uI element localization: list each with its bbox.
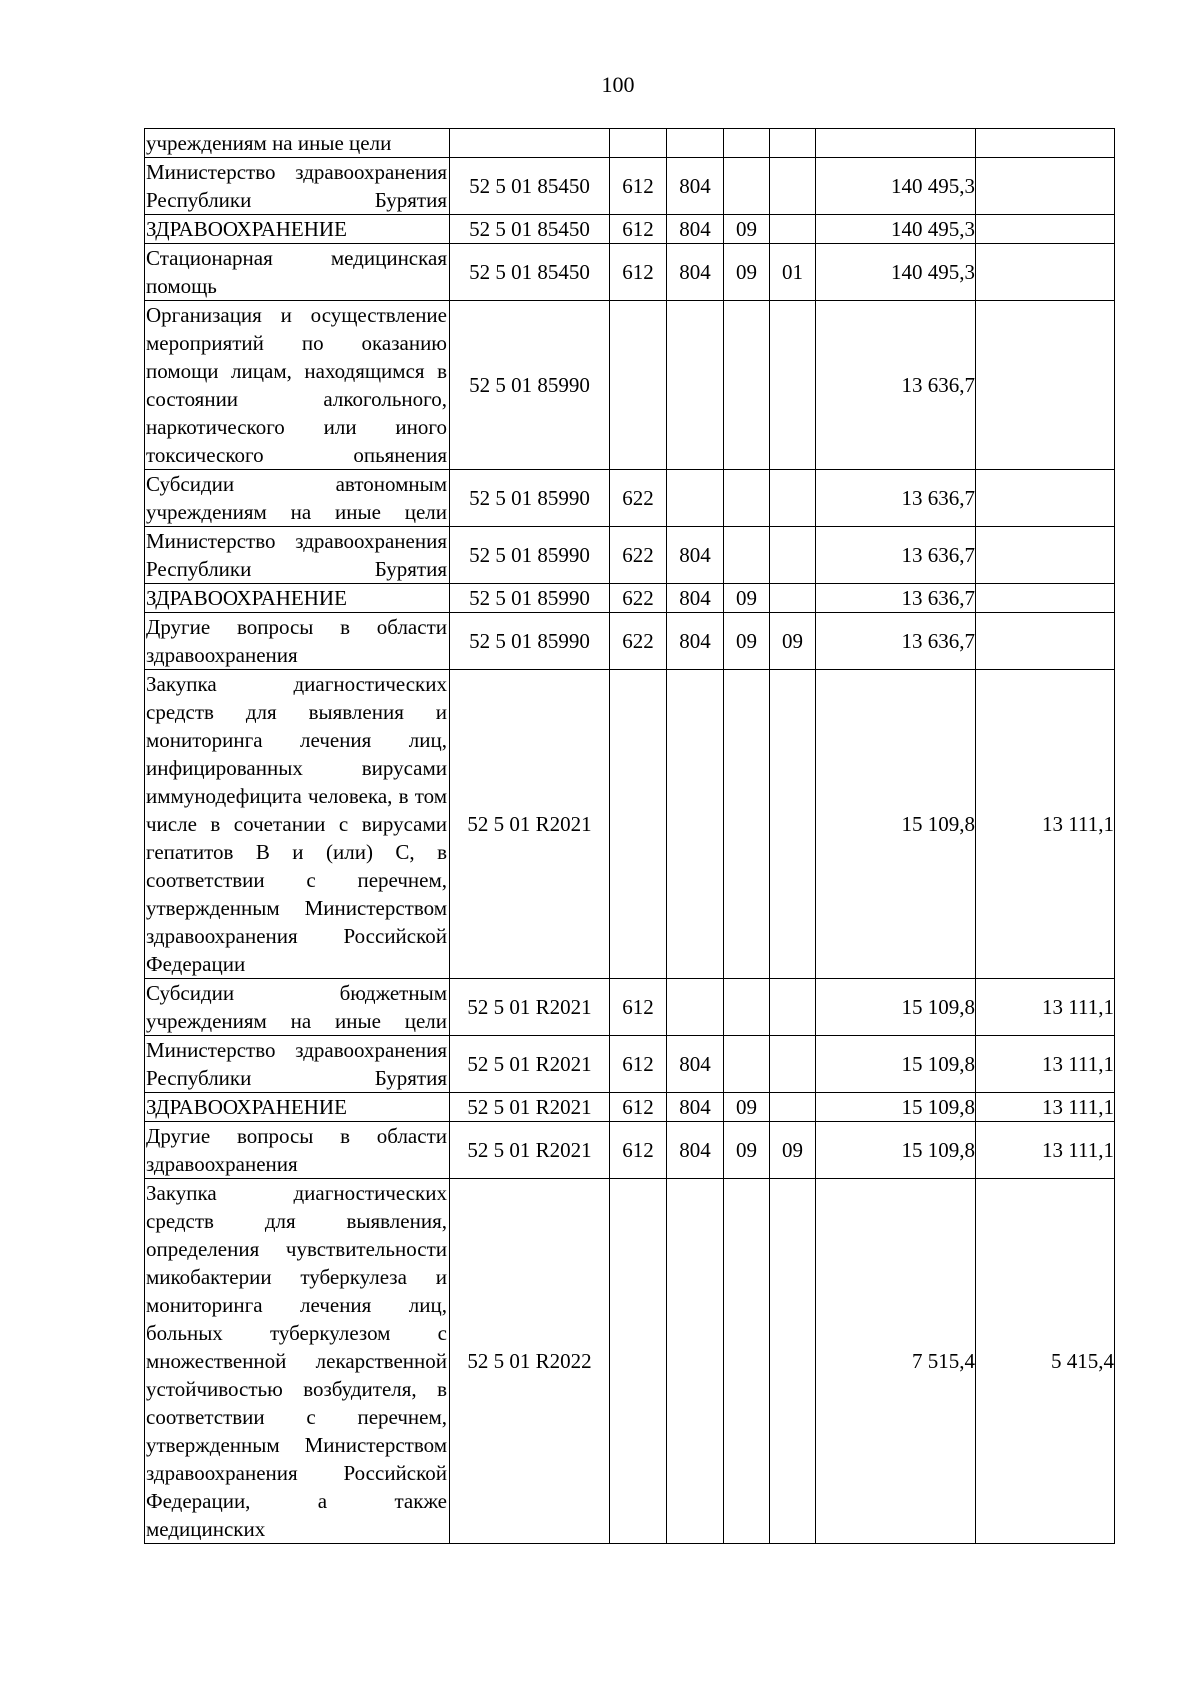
subsection-code: 09	[770, 1122, 816, 1179]
amount-1: 15 109,8	[816, 670, 976, 979]
section-code	[724, 1179, 770, 1544]
target-article-code: 52 5 01 R2021	[450, 1036, 610, 1093]
amount-1: 13 636,7	[816, 584, 976, 613]
table-row	[145, 584, 1115, 613]
table-row	[145, 129, 1115, 158]
expense-type: 612	[610, 158, 667, 215]
expense-type	[610, 301, 667, 470]
amount-2	[976, 129, 1115, 158]
amount-2: 13 111,1	[976, 1122, 1115, 1179]
section-code: 09	[724, 215, 770, 244]
amount-1: 13 636,7	[816, 527, 976, 584]
amount-2	[976, 527, 1115, 584]
subsection-code	[770, 158, 816, 215]
amount-1: 15 109,8	[816, 979, 976, 1036]
administrator-code	[667, 129, 724, 158]
expense-type: 612	[610, 979, 667, 1036]
subsection-code	[770, 527, 816, 584]
section-code	[724, 129, 770, 158]
row-name: ЗДРАВООХРАНЕНИЕ	[145, 1093, 450, 1122]
target-article-code: 52 5 01 85990	[450, 613, 610, 670]
target-article-code: 52 5 01 85450	[450, 244, 610, 301]
amount-2	[976, 301, 1115, 470]
amount-1: 7 515,4	[816, 1179, 976, 1544]
amount-2: 13 111,1	[976, 1093, 1115, 1122]
expense-type: 612	[610, 1122, 667, 1179]
subsection-code: 09	[770, 613, 816, 670]
amount-2	[976, 215, 1115, 244]
expense-type: 622	[610, 527, 667, 584]
expense-type: 612	[610, 244, 667, 301]
subsection-code: 01	[770, 244, 816, 301]
section-code	[724, 470, 770, 527]
row-name: Министерство здравоохранения Республики Бурятия	[145, 1036, 450, 1093]
row-name: Министерство здравоохранения Республики Бурятия	[145, 158, 450, 215]
administrator-code	[667, 470, 724, 527]
section-code: 09	[724, 613, 770, 670]
amount-1: 15 109,8	[816, 1036, 976, 1093]
section-code	[724, 158, 770, 215]
target-article-code: 52 5 01 R2021	[450, 670, 610, 979]
administrator-code: 804	[667, 1036, 724, 1093]
section-code: 09	[724, 1122, 770, 1179]
administrator-code: 804	[667, 613, 724, 670]
target-article-code: 52 5 01 85990	[450, 527, 610, 584]
table-row	[145, 613, 1115, 670]
row-name: Субсидии автономным учреждениям на иные цели	[145, 470, 450, 527]
administrator-code: 804	[667, 158, 724, 215]
target-article-code: 52 5 01 R2021	[450, 1122, 610, 1179]
row-name: Закупка диагностических средств для выявления и мониторинга лечения лиц, инфицированных вирусами иммунодефицита человека, в том числе в сочетании с вирусами гепатитов B и (или) C, в соответствии с перечнем, утвержденным Министерством здравоохранения Российской Федерации	[145, 670, 450, 979]
section-code	[724, 670, 770, 979]
subsection-code	[770, 584, 816, 613]
expense-type	[610, 1179, 667, 1544]
amount-2	[976, 470, 1115, 527]
target-article-code: 52 5 01 85990	[450, 584, 610, 613]
amount-1: 13 636,7	[816, 613, 976, 670]
table-row	[145, 470, 1115, 527]
administrator-code	[667, 979, 724, 1036]
table-row	[145, 1179, 1115, 1544]
row-name: Закупка диагностических средств для выявления, определения чувствительности микобактерии туберкулеза и мониторинга лечения лиц, больных туберкулезом с множественной лекарственной устойчивостью возбудителя, в соответствии с перечнем, утвержденным Министерством здравоохранения Российской Федерации, а также медицинских	[145, 1179, 450, 1544]
section-code	[724, 527, 770, 584]
row-name: Другие вопросы в области здравоохранения	[145, 1122, 450, 1179]
row-name: Стационарная медицинская помощь	[145, 244, 450, 301]
amount-1: 140 495,3	[816, 158, 976, 215]
amount-2	[976, 158, 1115, 215]
target-article-code: 52 5 01 85990	[450, 470, 610, 527]
section-code	[724, 1036, 770, 1093]
section-code: 09	[724, 584, 770, 613]
amount-1: 140 495,3	[816, 215, 976, 244]
expense-type: 612	[610, 215, 667, 244]
table-row	[145, 979, 1115, 1036]
administrator-code: 804	[667, 527, 724, 584]
amount-2	[976, 613, 1115, 670]
amount-2: 5 415,4	[976, 1179, 1115, 1544]
administrator-code: 804	[667, 584, 724, 613]
amount-1: 15 109,8	[816, 1093, 976, 1122]
expense-type: 622	[610, 470, 667, 527]
target-article-code: 52 5 01 85450	[450, 158, 610, 215]
subsection-code	[770, 979, 816, 1036]
amount-2	[976, 244, 1115, 301]
target-article-code: 52 5 01 85450	[450, 215, 610, 244]
table-row	[145, 527, 1115, 584]
row-name: ЗДРАВООХРАНЕНИЕ	[145, 584, 450, 613]
administrator-code	[667, 301, 724, 470]
table-row	[145, 301, 1115, 470]
amount-2: 13 111,1	[976, 979, 1115, 1036]
administrator-code	[667, 1179, 724, 1544]
row-name: Министерство здравоохранения Республики Бурятия	[145, 527, 450, 584]
row-name: Организация и осуществление мероприятий по оказанию помощи лицам, находящимся в состоянии алкогольного, наркотического или иного токсического опьянения	[145, 301, 450, 470]
subsection-code	[770, 670, 816, 979]
table-row	[145, 158, 1115, 215]
subsection-code	[770, 470, 816, 527]
subsection-code	[770, 215, 816, 244]
target-article-code: 52 5 01 85990	[450, 301, 610, 470]
section-code	[724, 979, 770, 1036]
table-row	[145, 244, 1115, 301]
administrator-code: 804	[667, 1122, 724, 1179]
administrator-code: 804	[667, 215, 724, 244]
row-name: учреждениям на иные цели	[145, 129, 450, 158]
target-article-code: 52 5 01 R2021	[450, 1093, 610, 1122]
amount-1: 13 636,7	[816, 470, 976, 527]
administrator-code: 804	[667, 244, 724, 301]
expense-type: 612	[610, 1036, 667, 1093]
amount-1: 140 495,3	[816, 244, 976, 301]
row-name: Субсидии бюджетным учреждениям на иные цели	[145, 979, 450, 1036]
amount-1: 13 636,7	[816, 301, 976, 470]
subsection-code	[770, 1036, 816, 1093]
target-article-code: 52 5 01 R2022	[450, 1179, 610, 1544]
page-number: 100	[601, 72, 635, 97]
administrator-code: 804	[667, 1093, 724, 1122]
amount-1: 15 109,8	[816, 1122, 976, 1179]
administrator-code	[667, 670, 724, 979]
table-row	[145, 1093, 1115, 1122]
budget-table	[144, 128, 1115, 1544]
amount-2: 13 111,1	[976, 1036, 1115, 1093]
expense-type	[610, 129, 667, 158]
table-row	[145, 215, 1115, 244]
row-name: ЗДРАВООХРАНЕНИЕ	[145, 215, 450, 244]
amount-2: 13 111,1	[976, 670, 1115, 979]
table-row	[145, 1036, 1115, 1093]
subsection-code	[770, 1093, 816, 1122]
subsection-code	[770, 301, 816, 470]
section-code	[724, 301, 770, 470]
target-article-code	[450, 129, 610, 158]
target-article-code: 52 5 01 R2021	[450, 979, 610, 1036]
table-row	[145, 670, 1115, 979]
subsection-code	[770, 129, 816, 158]
section-code: 09	[724, 1093, 770, 1122]
expense-type	[610, 670, 667, 979]
amount-1	[816, 129, 976, 158]
section-code: 09	[724, 244, 770, 301]
expense-type: 622	[610, 584, 667, 613]
subsection-code	[770, 1179, 816, 1544]
expense-type: 612	[610, 1093, 667, 1122]
expense-type: 622	[610, 613, 667, 670]
table-row	[145, 1122, 1115, 1179]
amount-2	[976, 584, 1115, 613]
row-name: Другие вопросы в области здравоохранения	[145, 613, 450, 670]
